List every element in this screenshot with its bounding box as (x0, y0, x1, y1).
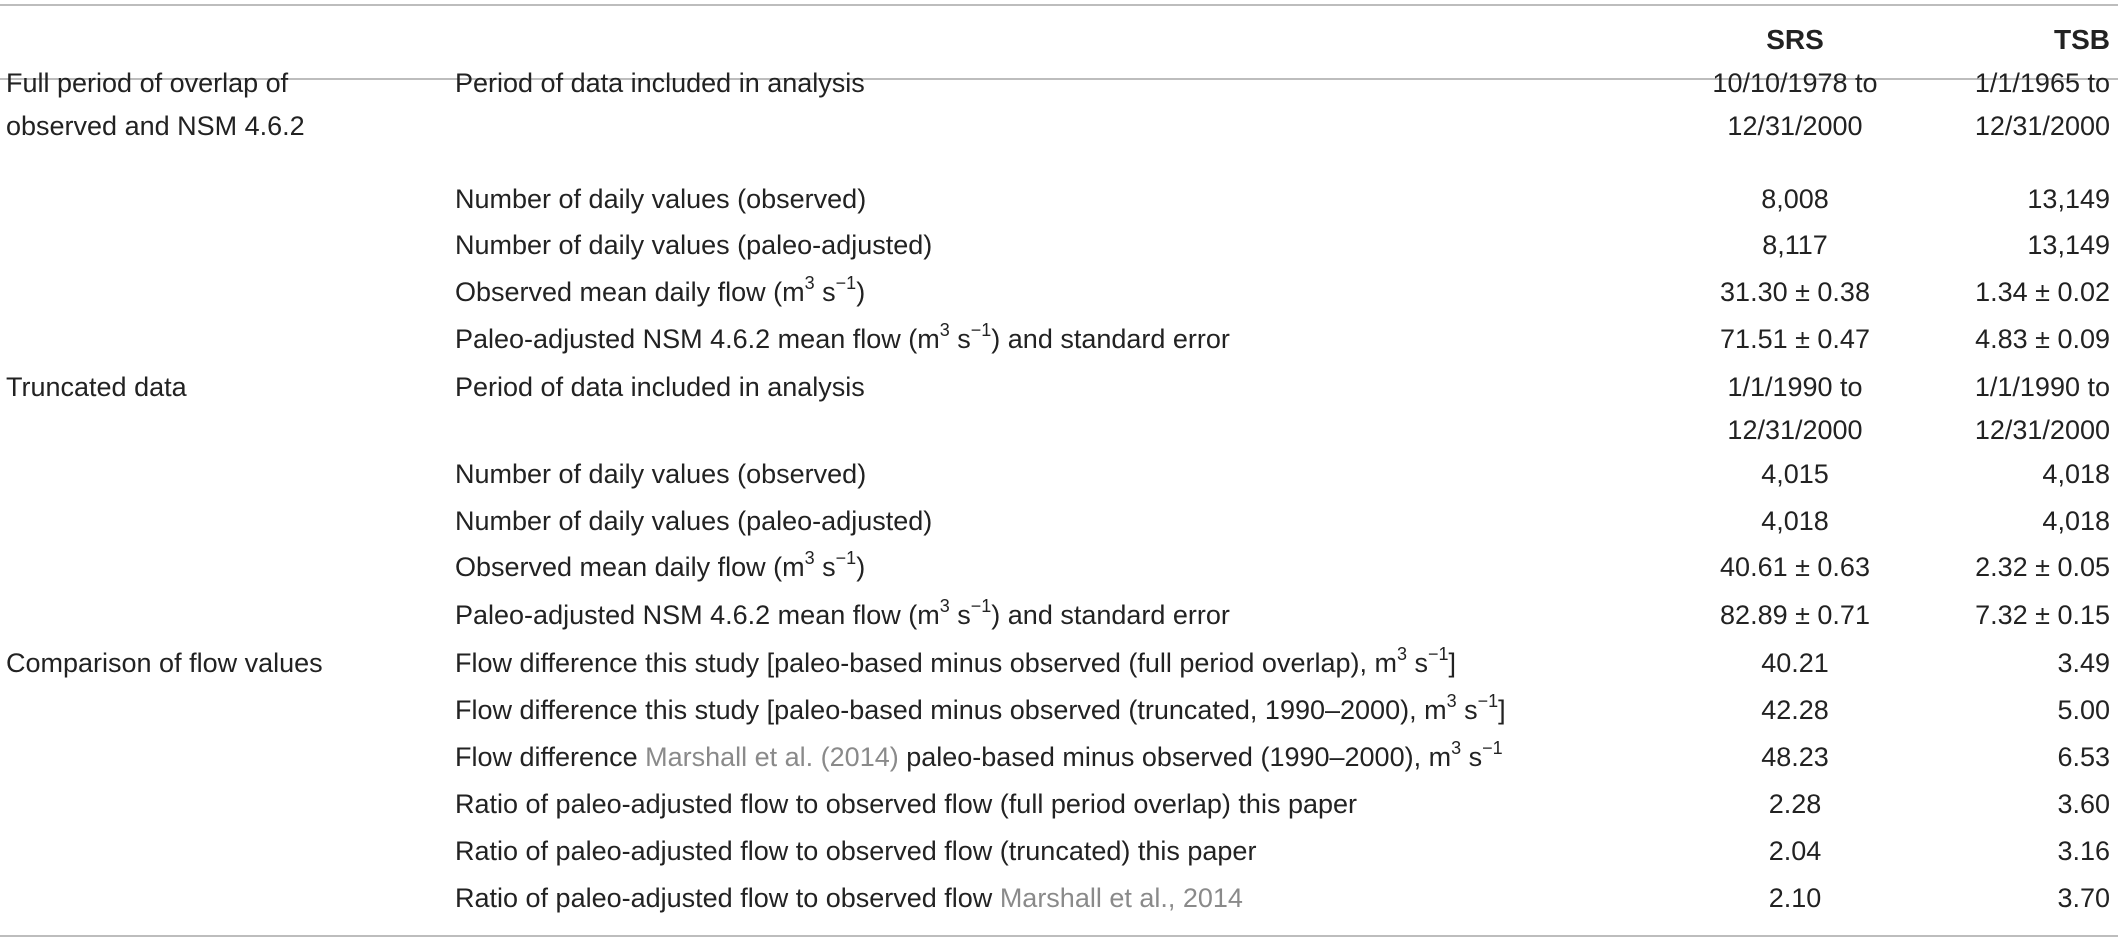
tsb-value: 1/1/1965 to 12/31/2000 (1974, 68, 2110, 141)
tsb-value: 13,149 (2027, 230, 2110, 260)
tsb-value: 5.00 (2057, 695, 2110, 725)
srs-value: 2.04 (1768, 836, 1822, 866)
srs-value: 4,018 (1761, 506, 1829, 536)
row-description: Paleo-adjusted NSM 4.6.2 mean flow ($m^3$ $s^{-1}$) and standard error (455, 596, 1230, 630)
tsb-value: 3.60 (2057, 789, 2110, 819)
row-description: Period of data included in analysis (455, 372, 865, 402)
group-label: Truncated data (6, 372, 187, 402)
srs-value: 82.89 ± 0.71 (1720, 600, 1870, 630)
row-description: Number of daily values (paleo-adjusted) (455, 230, 933, 260)
row-description: Paleo-adjusted NSM 4.6.2 mean flow ($m^3$ $s^{-1}$) and standard error (455, 320, 1230, 354)
row-description: Period of data included in analysis (455, 68, 865, 98)
row-description: Flow difference this study [paleo-based minus observed (truncated, 1990–2000), $m^3$ $s^{-1}$] (455, 691, 1506, 725)
header-srs: SRS (1766, 24, 1824, 55)
row-description: Number of daily values (paleo-adjusted) (455, 506, 933, 536)
top-rule (0, 4, 2118, 6)
srs-value: 2.10 (1768, 883, 1822, 913)
tsb-value: 3.16 (2057, 836, 2110, 866)
row-description: Number of daily values (observed) (455, 459, 867, 489)
header-tsb: TSB (2054, 24, 2110, 55)
row-description: Ratio of paleo-adjusted flow to observed flow (full period overlap) this paper (455, 789, 1357, 819)
citation-link[interactable]: Marshall et al., 2014 (999, 883, 1243, 913)
srs-value: 10/10/1978 to 12/31/2000 (1712, 68, 1878, 141)
tsb-value: 7.32 ± 0.15 (1975, 600, 2110, 630)
tsb-value: 4,018 (2042, 506, 2110, 536)
srs-value: 2.28 (1768, 789, 1822, 819)
srs-value: 31.30 ± 0.38 (1720, 277, 1870, 307)
srs-value: 40.61 ± 0.63 (1720, 552, 1870, 582)
bottom-rule (0, 935, 2118, 937)
citation-link[interactable]: Marshall et al. (2014) (645, 742, 899, 772)
row-description: Flow difference this study [paleo-based minus observed (full period overlap), $m^3$ $s^{-1}$] (455, 644, 1457, 678)
group-label: Full period of overlap of observed and NSM 4.6.2 (6, 68, 305, 141)
tsb-value: 1/1/1990 to 12/31/2000 (1974, 372, 2110, 445)
row-description: Number of daily values (observed) (455, 184, 867, 214)
srs-value: 42.28 (1761, 695, 1829, 725)
tsb-value: 6.53 (2057, 742, 2110, 772)
srs-value: 8,117 (1762, 230, 1828, 260)
tsb-value: 3.49 (2057, 648, 2110, 678)
group-label: Comparison of flow values (6, 648, 323, 678)
row-description: Observed mean daily flow ($m^3$ $s^{-1}$) (455, 548, 866, 582)
row-description: Flow difference Marshall et al. (2014) paleo-based minus observed (1990–2000), $m^3$ $s^{-1}$ (455, 738, 1503, 772)
tsb-value: 4,018 (2042, 459, 2110, 489)
row-description: Ratio of paleo-adjusted flow to observed flow (truncated) this paper (455, 836, 1257, 866)
row-description: Observed mean daily flow ($m^3$ $s^{-1}$) (455, 273, 866, 307)
tsb-value: 13,149 (2027, 184, 2110, 214)
tsb-value: 1.34 ± 0.02 (1975, 277, 2110, 307)
srs-value: 1/1/1990 to 12/31/2000 (1727, 372, 1863, 445)
srs-value: 71.51 ± 0.47 (1720, 324, 1870, 354)
tsb-value: 3.70 (2057, 883, 2110, 913)
srs-value: 4,015 (1761, 459, 1829, 489)
srs-value: 48.23 (1761, 742, 1829, 772)
tsb-value: 4.83 ± 0.09 (1975, 324, 2110, 354)
srs-value: 40.21 (1761, 648, 1829, 678)
srs-value: 8,008 (1761, 184, 1829, 214)
row-description: Ratio of paleo-adjusted flow to observed flow Marshall et al., 2014 (455, 883, 1243, 913)
tsb-value: 2.32 ± 0.05 (1975, 552, 2110, 582)
